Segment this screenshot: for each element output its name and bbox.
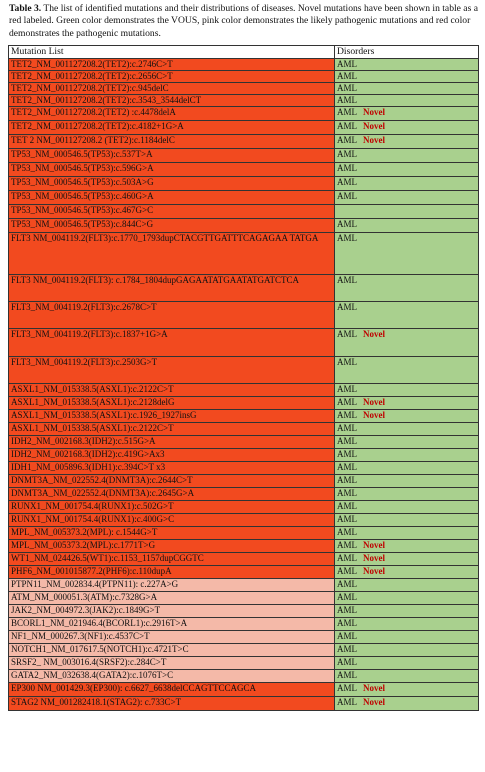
disorder-cell [335,475,479,488]
mutation-cell: MPL_NM_005373.2(MPL): c.1544G>T [9,527,335,540]
disorder-label: AML [337,592,357,602]
mutation-cell: MPL_NM_005373.2(MPL):c.1771T>G [9,540,335,553]
novel-badge: Novel [363,397,385,407]
table-row [9,423,479,436]
novel-badge: Novel [363,553,385,563]
disorder-cell [335,149,479,163]
disorder-cell [335,163,479,177]
disorder-cell [335,449,479,462]
disorder-label: AML [337,59,357,69]
table-row [9,219,479,233]
mutation-cell: FLT3_NM_004119.2(FLT3):c.2678C>T [9,302,335,329]
mutation-cell: FLT3_NM_004119.2(FLT3):c.2503G>T [9,357,335,384]
disorder-cell [335,121,479,135]
disorder-label: AML [337,95,357,105]
disorder-cell [335,302,479,329]
mutation-cell: FLT3 NM_004119.2(FLT3): c.1784_1804dupGAGAATATGAATATGATCTCA [9,275,335,302]
disorder-cell [335,657,479,670]
table-row [9,488,479,501]
table-row [9,579,479,592]
table-row [9,177,479,191]
disorder-cell [335,605,479,618]
table-row [9,618,479,631]
mutation-cell: ASXL1_NM_015338.5(ASXL1):c.2122C>T [9,423,335,436]
mutation-cell: RUNX1_NM_001754.4(RUNX1):c.502G>T [9,501,335,514]
disorder-cell [335,410,479,423]
disorder-label: AML [337,683,357,693]
table-row [9,501,479,514]
disorder-label: AML [337,462,357,472]
table-row [9,436,479,449]
table-row [9,462,479,475]
disorder-label: AML [337,71,357,81]
table-row [9,71,479,83]
mutation-cell: ASXL1_NM_015338.5(ASXL1):c.2128delG [9,397,335,410]
disorder-cell [335,592,479,605]
caption-text: The list of identified mutations and their distributions of diseases. Novel mutations have been shown in table as a red labeled. Green color demonstrates the VOUS, pink color demonstrates the likely pathogenic mutations and red color demonstrates the pathogenic mutations. [9,3,478,39]
mutation-cell: TP53_NM_000546.5(TP53):c.537T>A [9,149,335,163]
mutation-cell: TP53_NM_000546.5(TP53):c.844C>G [9,219,335,233]
mutation-cell: FLT3 NM_004119.2(FLT3):c.1770_1793dupCTACGTTGATTTCAGAGAA TATGA [9,233,335,275]
novel-badge: Novel [363,329,385,339]
disorder-label: AML [337,135,357,145]
disorder-cell [335,423,479,436]
novel-badge: Novel [363,410,385,420]
mutation-cell: TET2_NM_001127208.2(TET2):c.945delC [9,83,335,95]
disorder-cell [335,631,479,644]
disorder-cell [335,275,479,302]
disorder-label: AML [337,449,357,459]
disorder-cell [335,644,479,657]
disorder-label: AML [337,436,357,446]
mutation-cell: TP53_NM_000546.5(TP53):c.467G>C [9,205,335,219]
disorder-label: AML [337,83,357,93]
table-header-row [9,46,479,59]
disorder-cell [335,436,479,449]
table-row [9,449,479,462]
disorder-label: AML [337,233,357,243]
disorder-cell [335,540,479,553]
mutation-table [8,45,479,711]
table-row [9,553,479,566]
disorder-label: AML [337,488,357,498]
mutation-cell: BCORL1_NM_021946.4(BCORL1):c.2916T>A [9,618,335,631]
disorder-label: AML [337,566,357,576]
table-row [9,163,479,177]
disorder-label: AML [337,219,357,229]
table-row [9,384,479,397]
table-row [9,410,479,423]
disorder-label: AML [337,275,357,285]
table-row [9,205,479,219]
table-row [9,329,479,357]
disorder-cell [335,205,479,219]
table-row [9,644,479,657]
table-row [9,527,479,540]
disorder-cell [335,527,479,540]
mutation-cell: PHF6_NM_001015877.2(PHF6):c.110dupA [9,566,335,579]
table-row [9,683,479,697]
mutation-cell: STAG2 NM_001282418.1(STAG2): c.733C>T [9,697,335,711]
mutation-cell: TET2_NM_001127208.2(TET2):c.2656C>T [9,71,335,83]
disorder-label: AML [337,177,357,187]
mutation-cell: TET2_NM_001127208.2(TET2) :c.4478delA [9,107,335,121]
table-row [9,107,479,121]
table-row [9,397,479,410]
disorder-cell [335,670,479,683]
table-row [9,697,479,711]
mutation-cell: IDH1_NM_005896.3(IDH1):c.394C>T x3 [9,462,335,475]
mutation-cell: TET2_NM_001127208.2(TET2):c.2746C>T [9,59,335,71]
disorder-cell [335,95,479,107]
disorder-cell [335,553,479,566]
novel-badge: Novel [363,697,385,707]
novel-badge: Novel [363,107,385,117]
disorder-cell [335,579,479,592]
table-row [9,657,479,670]
table-row [9,95,479,107]
disorder-cell [335,191,479,205]
table-row [9,135,479,149]
disorder-cell [335,59,479,71]
disorder-label: AML [337,410,357,420]
disorder-label: AML [337,657,357,667]
disorder-cell [335,83,479,95]
disorder-label: AML [337,605,357,615]
table-row [9,83,479,95]
mutation-cell: TET 2 NM_001127208.2 (TET2):c.1184delC [9,135,335,149]
mutation-cell: TP53_NM_000546.5(TP53):c.460G>A [9,191,335,205]
disorder-label: AML [337,384,357,394]
novel-badge: Novel [363,540,385,550]
disorder-cell [335,107,479,121]
disorder-cell [335,219,479,233]
disorder-label: AML [337,357,357,367]
disorder-cell [335,462,479,475]
table-row [9,302,479,329]
disorder-label: AML [337,329,357,339]
disorder-label: AML [337,644,357,654]
table-row [9,275,479,302]
table-row [9,566,479,579]
mutation-cell: DNMT3A_NM_022552.4(DNMT3A):c.2644C>T [9,475,335,488]
disorder-label: AML [337,397,357,407]
disorder-label: AML [337,191,357,201]
novel-badge: Novel [363,683,385,693]
mutation-cell: IDH2_NM_002168.3(IDH2):c.419G>Ax3 [9,449,335,462]
mutation-cell: DNMT3A_NM_022552.4(DNMT3A):c.2645G>A [9,488,335,501]
table-row [9,121,479,135]
disorder-cell [335,357,479,384]
disorder-label: AML [337,121,357,131]
mutation-cell: TP53_NM_000546.5(TP53):c.596G>A [9,163,335,177]
mutation-cell: GATA2_NM_032638.4(GATA2):c.1076T>C [9,670,335,683]
disorder-label: AML [337,631,357,641]
novel-badge: Novel [363,121,385,131]
disorder-label: AML [337,501,357,511]
disorder-cell [335,397,479,410]
disorder-label: AML [337,163,357,173]
disorder-label: AML [337,540,357,550]
header-mutation-list: Mutation List [9,46,335,59]
disorder-label: AML [337,579,357,589]
mutation-cell: PTPN11_NM_002834.4(PTPN11): c.227A>G [9,579,335,592]
table-row [9,605,479,618]
disorder-label: AML [337,618,357,628]
mutation-cell: SRSF2_ NM_003016.4(SRSF2):c.284C>T [9,657,335,670]
disorder-label: AML [337,149,357,159]
table-row [9,191,479,205]
disorder-cell [335,566,479,579]
caption-label: Table 3. [9,3,42,14]
table-row [9,670,479,683]
mutation-cell: NF1_NM_000267.3(NF1):c.4537C>T [9,631,335,644]
mutation-cell: FLT3_NM_004119.2(FLT3):c.1837+1G>A [9,329,335,357]
disorder-cell [335,683,479,697]
table-row [9,514,479,527]
disorder-label: AML [337,475,357,485]
mutation-cell: WT1_NM_024426.5(WT1):c.1153_1157dupCGGTC [9,553,335,566]
table-row [9,540,479,553]
table-row [9,149,479,163]
disorder-cell [335,488,479,501]
disorder-label: AML [337,107,357,117]
header-disorders: Disorders [335,46,479,59]
disorder-cell [335,135,479,149]
mutation-cell: EP300 NM_001429.3(EP300): c.6627_6638delCCAGTTCCAGCA [9,683,335,697]
mutation-cell: TET2_NM_001127208.2(TET2):c.3543_3544delCT [9,95,335,107]
mutation-cell: TET2_NM_001127208.2(TET2):c.4182+1G>A [9,121,335,135]
table-caption [9,3,479,40]
mutation-cell: ASXL1_NM_015338.5(ASXL1):c.1926_1927insG [9,410,335,423]
table-row [9,475,479,488]
disorder-label: AML [337,302,357,312]
mutation-cell: NOTCH1_NM_017617.5(NOTCH1):c.4721T>C [9,644,335,657]
mutation-cell: JAK2_NM_004972.3(JAK2):c.1849G>T [9,605,335,618]
novel-badge: Novel [363,566,385,576]
disorder-label: AML [337,527,357,537]
disorder-label: AML [337,553,357,563]
table-row [9,357,479,384]
disorder-cell [335,71,479,83]
mutation-cell: ASXL1_NM_015338.5(ASXL1):c.2122C>T [9,384,335,397]
disorder-cell [335,618,479,631]
disorder-cell [335,329,479,357]
disorder-label: AML [337,697,357,707]
disorder-cell [335,233,479,275]
disorder-cell [335,697,479,711]
mutation-cell: IDH2_NM_002168.3(IDH2):c.515G>A [9,436,335,449]
disorder-cell [335,177,479,191]
mutation-cell: TP53_NM_000546.5(TP53):c.503A>G [9,177,335,191]
disorder-label: AML [337,514,357,524]
mutation-cell: ATM_NM_000051.3(ATM):c.7328G>A [9,592,335,605]
mutation-cell: RUNX1_NM_001754.4(RUNX1):c.400G>C [9,514,335,527]
table-row [9,59,479,71]
disorder-cell [335,501,479,514]
disorder-label: AML [337,423,357,433]
disorder-label: AML [337,670,357,680]
disorder-cell [335,514,479,527]
table-row [9,592,479,605]
novel-badge: Novel [363,135,385,145]
table-row [9,631,479,644]
disorder-cell [335,384,479,397]
table-row [9,233,479,275]
